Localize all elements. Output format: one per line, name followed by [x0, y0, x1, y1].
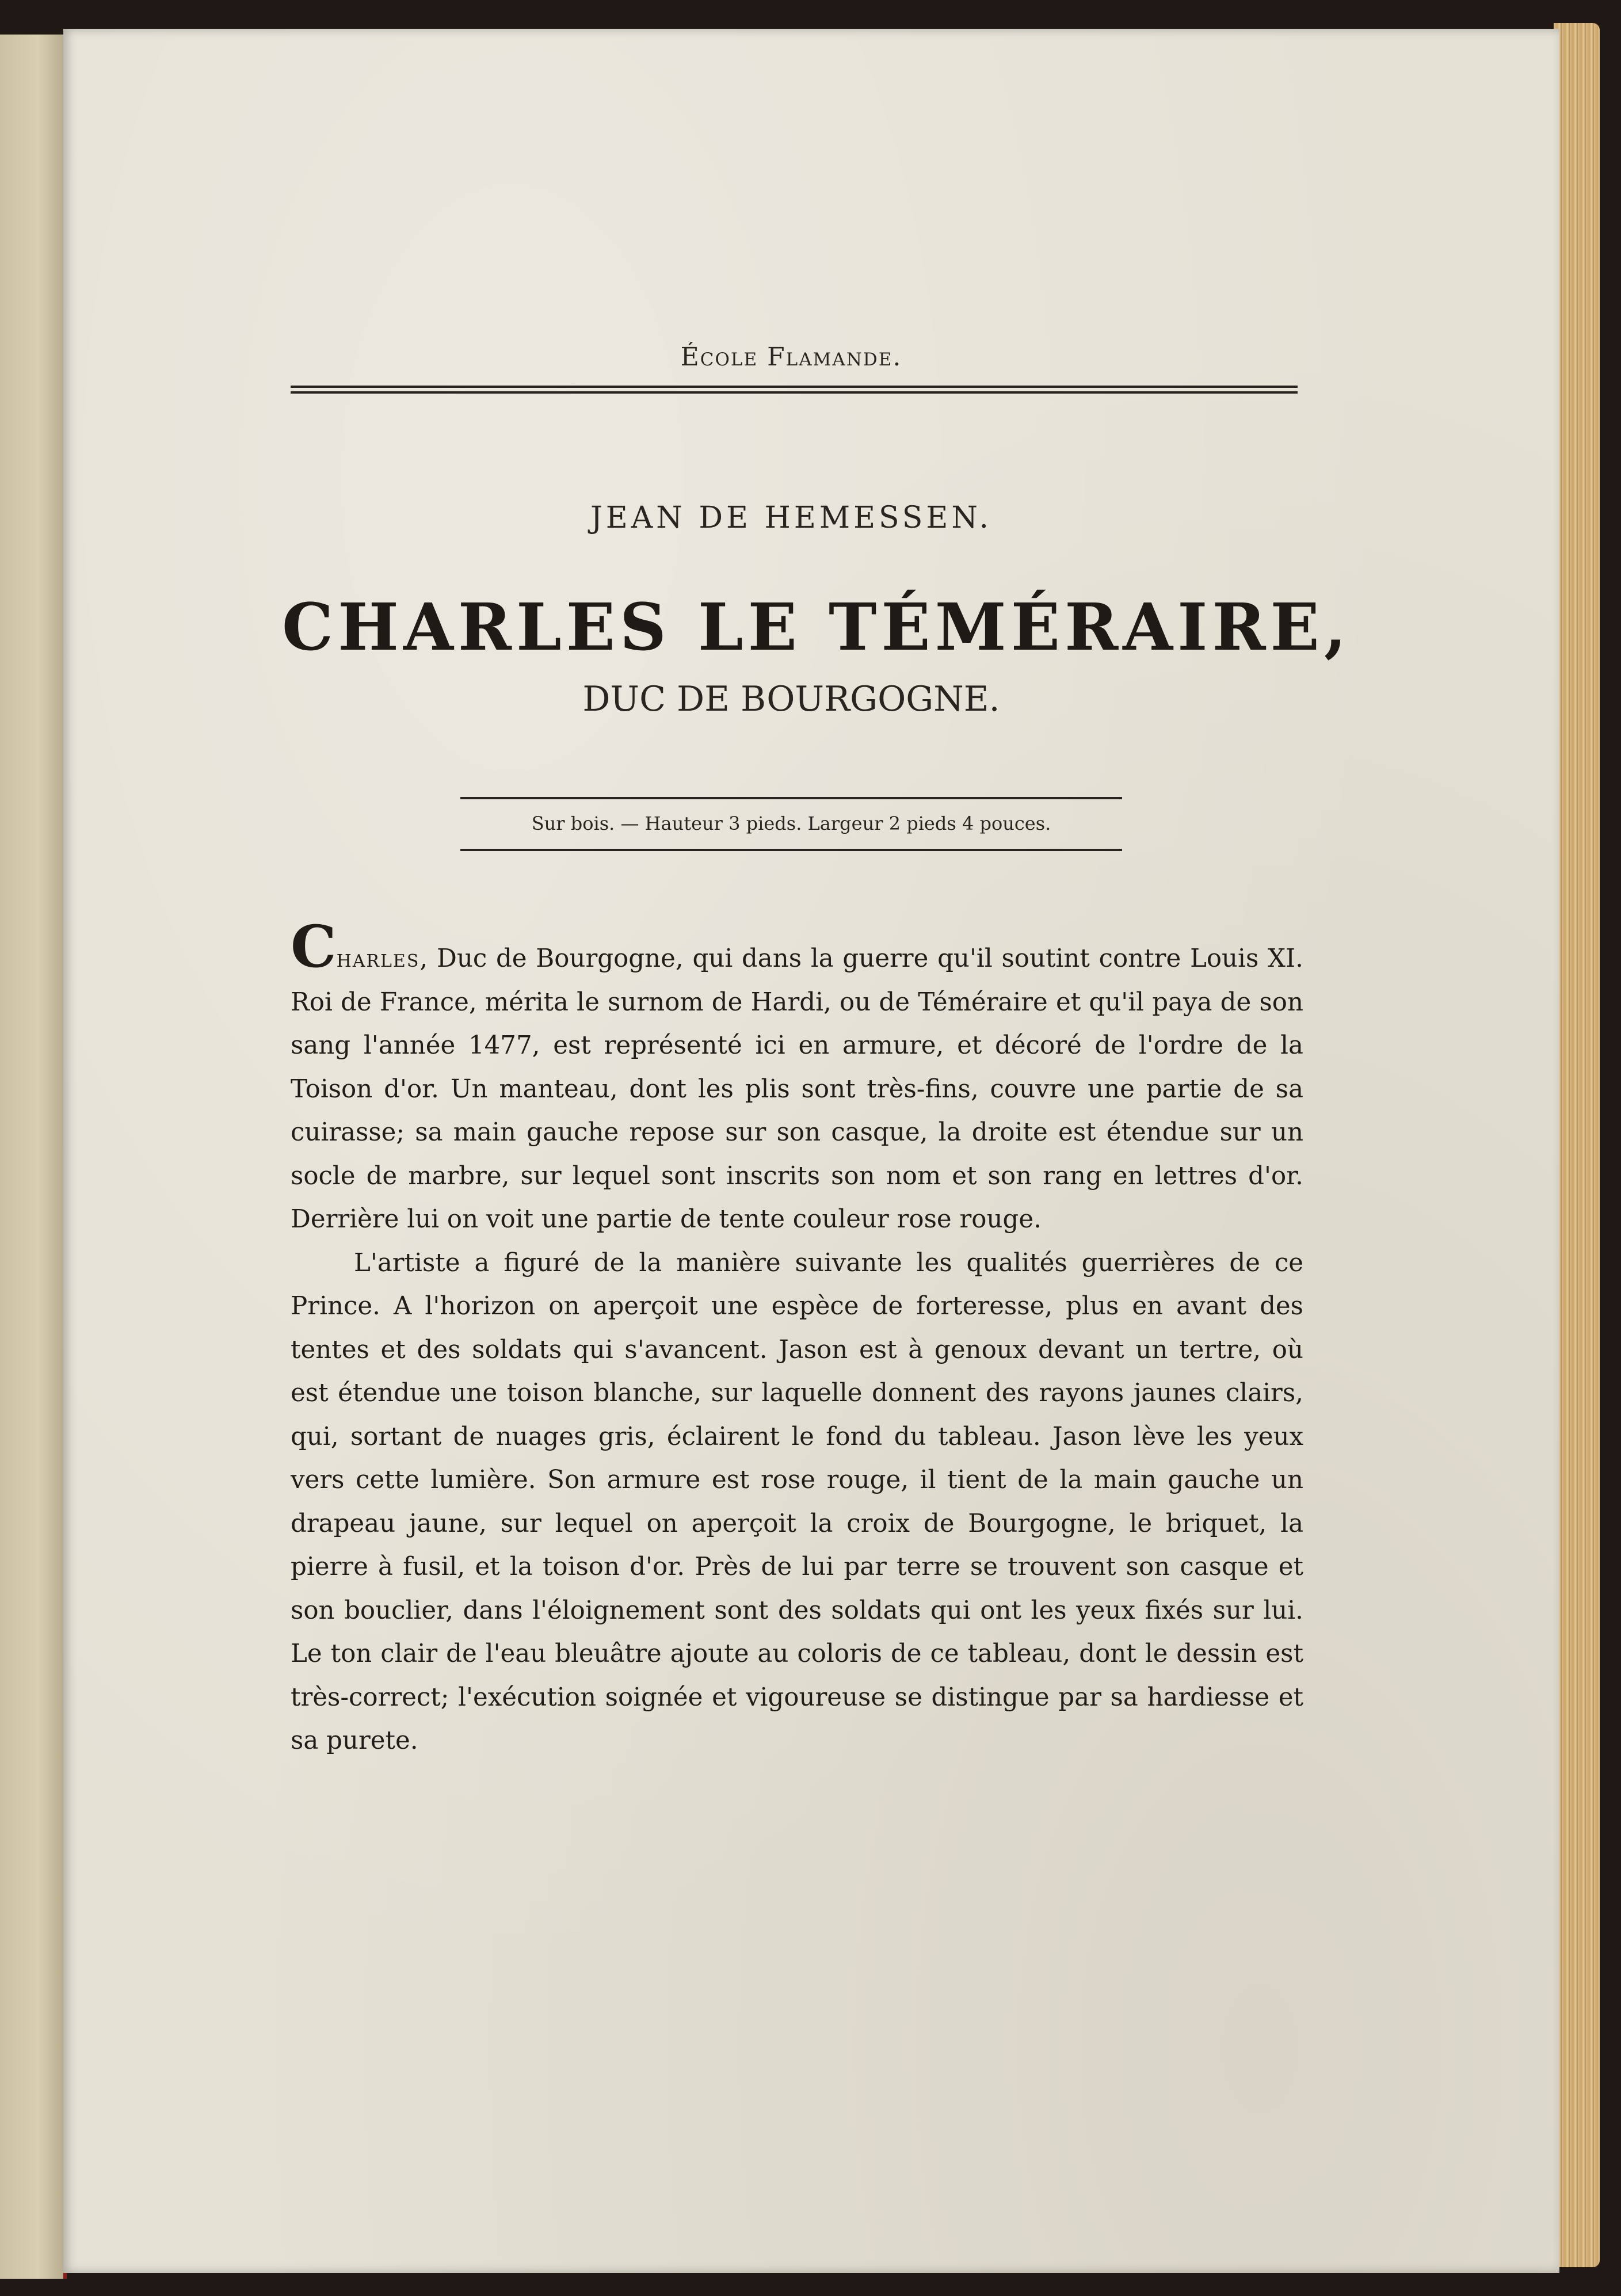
- running-header: École Flamande.: [680, 342, 902, 372]
- page-stack-edges: [1554, 23, 1600, 2267]
- drop-cap: C: [291, 913, 337, 981]
- dimensions-rule-bottom: [460, 849, 1122, 851]
- body-text: [291, 913, 1303, 1763]
- painting-subtitle: DUC DE BOURGOGNE.: [582, 679, 1000, 719]
- painting-dimensions: Sur bois. — Hauteur 3 pieds. Largeur 2 pieds 4 pouces.: [531, 813, 1051, 834]
- header-double-rule: [291, 386, 1298, 394]
- paragraph-1-text: , Duc de Bourgogne, qui dans la guerre qu'il soutint contre Louis XI. Roi de France, mérita le surnom de Hardi, ou de Téméraire et qu'il paya de son sang l'année 1477, est représenté ici en armure, et décoré de l'ordre de la Toison d'or. Un manteau, dont les plis sont très-fins, couvre une partie de sa cuirasse; sa main gauche repose sur son casque, la droite est étendue sur un socle de marbre, sur lequel sont inscrits son nom et son rang en lettres d'or. Derrière lui on voit une partie de tente couleur rose rouge.: [291, 944, 1303, 1234]
- paragraph-1: [291, 913, 1303, 1242]
- book-page: [63, 29, 1559, 2273]
- facing-page-edge: [0, 35, 67, 2279]
- painting-title: CHARLES LE TÉMÉRAIRE,: [282, 590, 1351, 665]
- artist-name: JEAN DE HEMESSEN.: [590, 501, 993, 535]
- paragraph-2: L'artiste a figuré de la manière suivante les qualités guerrières de ce Prince. A l'horizon on aperçoit une espèce de forteresse, plus en avant des tentes et des soldats qui s'avancent. Jason est à genoux devant un tertre, où est étendue une toison blanche, sur laquelle donnent des rayons jaunes clairs, qui, sortant de nuages gris, éclairent le fond du tableau. Jason lève les yeux vers cette lumière. Son armure est rose rouge, il tient de la main gauche un drapeau jaune, sur lequel on aperçoit la croix de Bourgogne, le briquet, la pierre à fusil, et la toison d'or. Près de lui par terre se trouvent son casque et son bouclier, dans l'éloignement sont des soldats qui ont les yeux fixés sur lui. Le ton clair de l'eau bleuâtre ajoute au coloris de ce tableau, dont le dessin est très-correct; l'exécution soignée et vigoureuse se distingue par sa hardiesse et sa purete.: [291, 1248, 1303, 1755]
- dimensions-rule-top: [460, 797, 1122, 799]
- paragraph-1-smallcaps: harles: [336, 944, 420, 973]
